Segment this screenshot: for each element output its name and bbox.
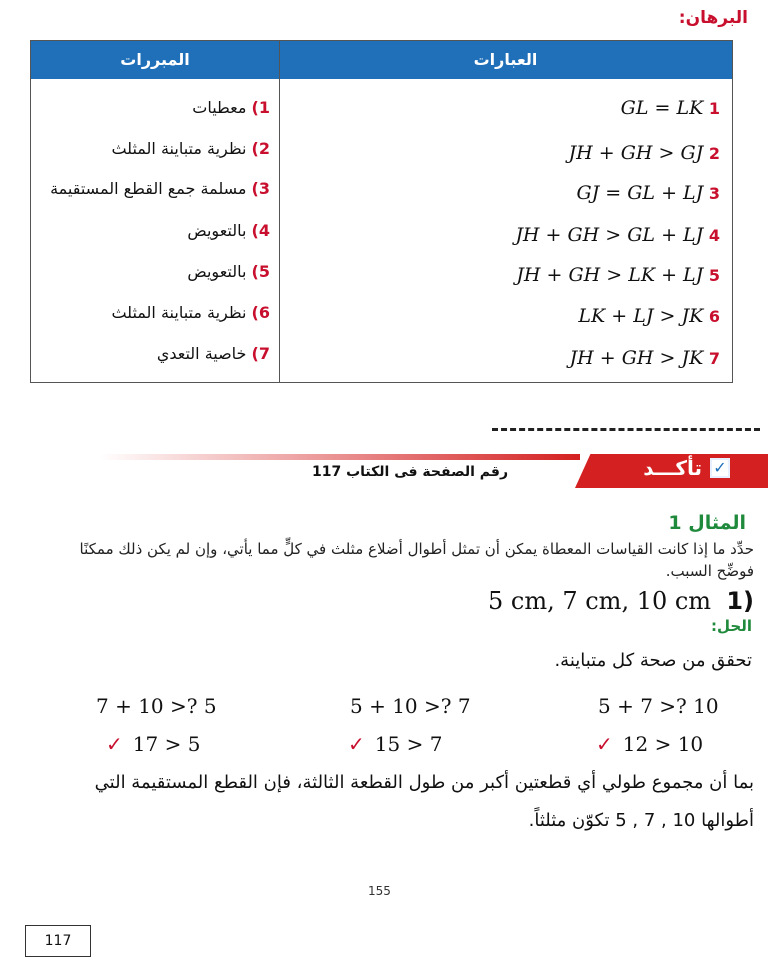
reason-row: 5) بالتعويض (187, 262, 270, 281)
prompt-line-2: فوضِّح السبب. (665, 562, 754, 580)
section-banner (0, 452, 768, 492)
book-page-reference: رقم الصفحة فى الكتاب 117 (312, 464, 509, 480)
reason-row: 4) بالتعويض (187, 221, 270, 240)
statement-row: 5 JH + GH > LK + LJ (516, 264, 720, 286)
statement-row: 1 GL = LK (620, 97, 720, 119)
problem-1: (1 5 cm, 7 cm, 10 cm (487, 587, 754, 615)
book-page-box: 117 (25, 925, 91, 957)
reason-row: 2) نظرية متباينة المثلث (111, 139, 270, 158)
checkbox-icon: ✓ (710, 458, 730, 478)
check-mark-icon: ✓ (106, 732, 123, 756)
reason-row: 3) مسلمة جمع القطع المستقيمة (50, 179, 270, 198)
inequality-result: ✓ 17 > 5 (106, 732, 201, 756)
check-mark-icon: ✓ (348, 732, 365, 756)
page-number: 155 (368, 884, 391, 898)
prompt-line-1: حدِّد ما إذا كانت القياسات المعطاة يمكن أن تمثل أطوال أضلاع مثلث في كلٍّ مما يأتي، وإن لم يكن ذلك ممكنًا (79, 540, 754, 558)
check-instruction: تحقق من صحة كل متباينة. (554, 650, 752, 671)
conclusion-line-2: أطوالها 10 , 7 , 5 تكوّن مثلثاً. (528, 810, 754, 831)
reason-row: 1) معطيات (192, 98, 270, 117)
solution-label: الحل: (711, 617, 752, 635)
statement-row: 4 JH + GH > GL + LJ (515, 224, 720, 246)
table-header (31, 41, 732, 79)
proof-table (30, 40, 733, 383)
inequality-result: ✓ 12 > 10 (596, 732, 704, 756)
statement-row: 6 LK + LJ > JK (578, 305, 720, 327)
statement-row: 3 GJ = GL + LJ (576, 182, 720, 204)
column-divider (279, 41, 280, 382)
statement-row: 2 JH + GH > GJ (568, 142, 720, 164)
statement-row: 7 JH + GH > JK (569, 347, 720, 369)
reason-row: 6) نظرية متباينة المثلث (111, 303, 270, 322)
inequality-test: 7 + 10 >? 5 (96, 694, 217, 718)
proof-title: البرهان: (678, 8, 748, 28)
tab-label: تأكـــد (643, 456, 702, 480)
dashed-separator (492, 408, 760, 431)
check-mark-icon: ✓ (596, 732, 613, 756)
example-title: المثال 1 (668, 512, 746, 534)
inequality-test: 5 + 7 >? 10 (598, 694, 719, 718)
header-statements: العبارات (473, 50, 538, 69)
conclusion-line-1: بما أن مجموع طولي أي قطعتين أكبر من طول القطعة الثالثة، فإن القطع المستقيمة التي (94, 772, 754, 793)
reason-row: 7) خاصية التعدي (156, 344, 270, 363)
inequality-result: ✓ 15 > 7 (348, 732, 443, 756)
header-reasons: المبررات (120, 50, 190, 69)
banner-line (100, 454, 580, 460)
inequality-test: 5 + 10 >? 7 (350, 694, 471, 718)
